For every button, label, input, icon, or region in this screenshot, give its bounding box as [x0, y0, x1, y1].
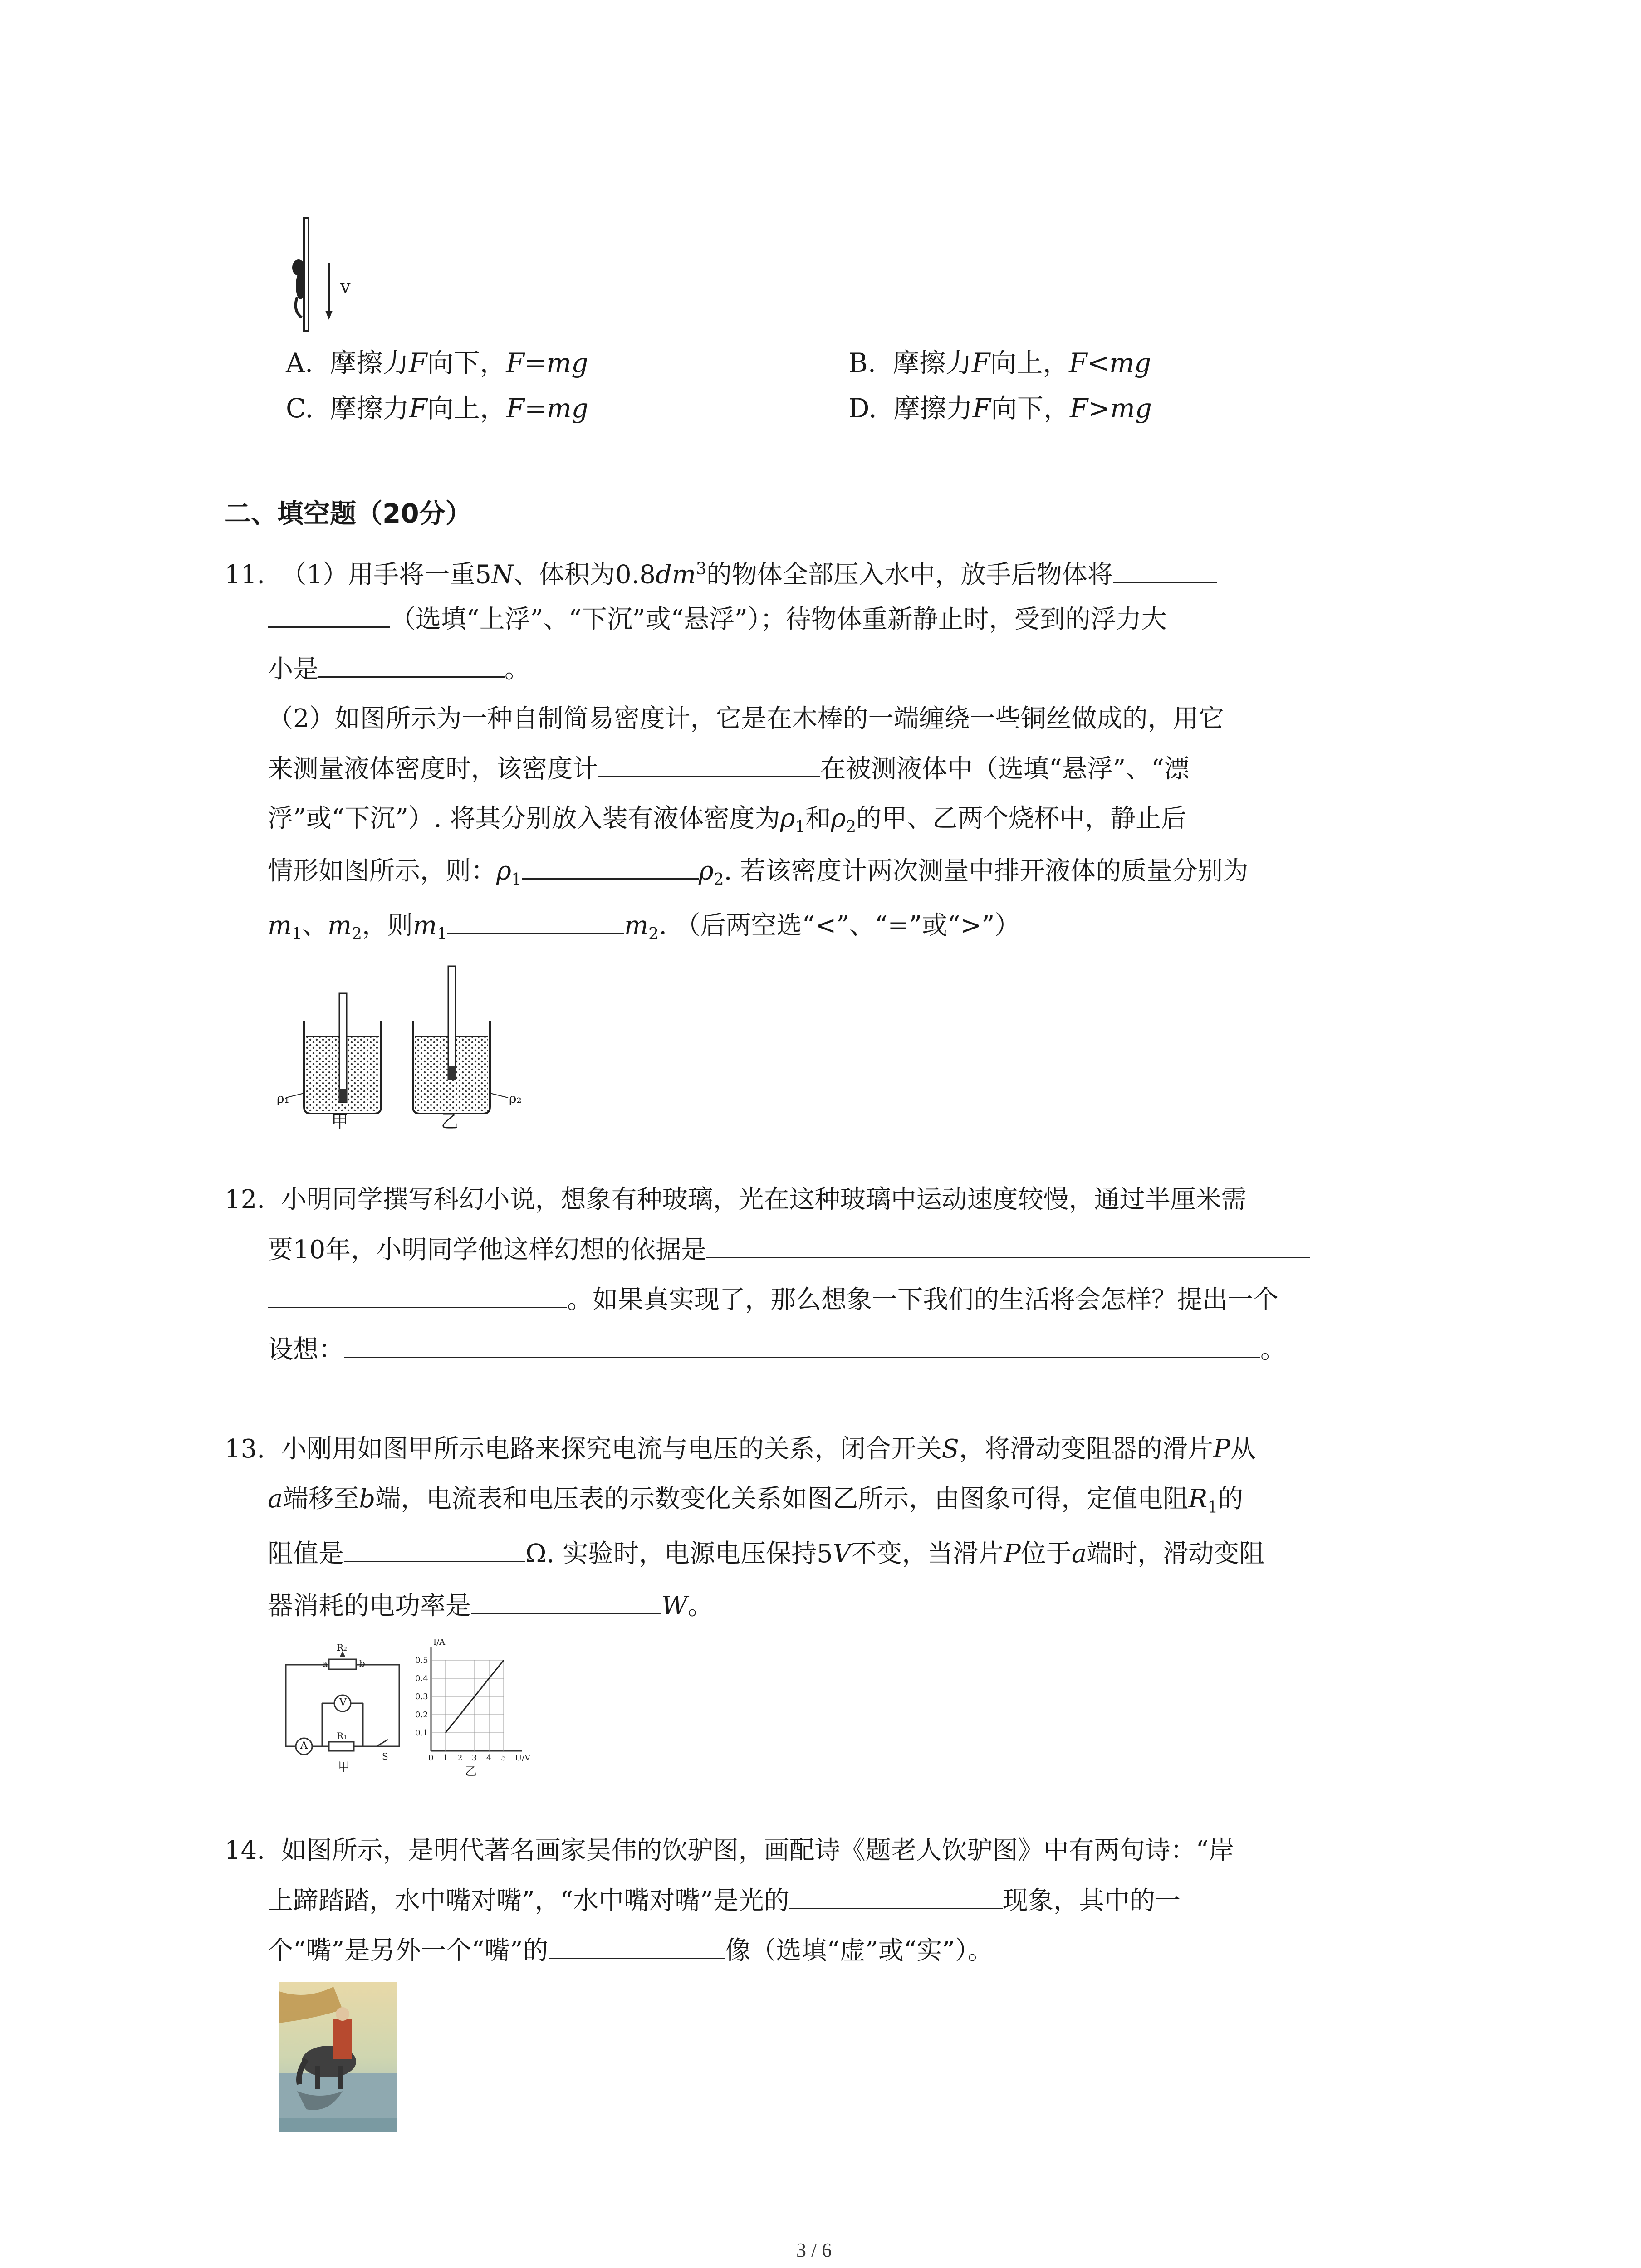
graph-y-tick: 0.2 [415, 1710, 428, 1720]
q12-blank-2[interactable] [344, 1331, 1260, 1358]
q14-line-2: 上蹄踏踏，水中嘴对嘴”，“水中嘴对嘴”是光的 现象，其中的一 [268, 1882, 1181, 1919]
q10-option-d: D. 摩擦力F向下，F>mg [848, 393, 1152, 424]
circuit-label-s: S [382, 1751, 388, 1762]
q13-blank-2[interactable] [471, 1588, 661, 1614]
graph-yi-label: 乙 [465, 1765, 477, 1779]
graph-x-tick: 1 [443, 1753, 448, 1763]
circuit-label-b: b [359, 1658, 365, 1669]
q12-blank-1b[interactable] [268, 1281, 567, 1308]
graph-x-tick: 0 [428, 1753, 434, 1763]
voltmeter-label: V [339, 1697, 347, 1708]
q11-blank-1[interactable] [1113, 557, 1217, 583]
q13-line-3: 阻值是 Ω. 实验时，电源电压保持5V不变，当滑片P位于a端时，滑动变阻 [268, 1535, 1264, 1572]
q11-line-2: （选填“上浮”、“下沉”或“悬浮”）；待物体重新静止时，受到的浮力大 [268, 601, 1167, 638]
q11-line-7: 情形如图所示，则：$\rho_1$ $\rho_2$. 若该密度计两次测量中排开液体的质量分别为 [268, 853, 1248, 898]
q12-line-2: 要10年，小明同学他这样幻想的依据是 [268, 1232, 1310, 1268]
q10-option-c: C. 摩擦力F向上，F=mg [286, 393, 588, 424]
velocity-label: v [340, 277, 351, 298]
q11-blank-3[interactable] [598, 751, 820, 777]
q14-blank-2[interactable] [549, 1932, 725, 1959]
pole-monkey-diagram [277, 213, 358, 336]
q11-line-5: 来测量液体密度时，该密度计 在被测液体中（选填“悬浮”、“漂 [268, 751, 1190, 787]
q11-line-4: （2）如图所示为一种自制简易密度计，它是在木棒的一端缠绕一些铜丝做成的，用它 [268, 704, 1224, 733]
q13-blank-1[interactable] [344, 1535, 525, 1562]
ammeter-label: A [300, 1740, 308, 1751]
q11-line-8: $m_1$、$m_2$，则$m_1$ $m_2$. （后两空选“<”、“=”或“>”） [268, 907, 1020, 953]
q10-figure [277, 213, 358, 336]
q13-figure [277, 1637, 531, 1778]
graph-x-tick: 3 [472, 1753, 477, 1763]
graph-x-tick: 4 [486, 1753, 492, 1763]
q11-line-6: 浮”或“下沉”）. 将其分别放入装有液体密度为$\rho_1$和$\rho_2$的甲、乙两个烧杯中，静止后 [268, 804, 1187, 837]
q11-blank-1b[interactable] [268, 601, 390, 628]
q14-line-1: 14. 如图所示，是明代著名画家吴伟的饮驴图，画配诗《题老人饮驴图》中有两句诗：“岸 [225, 1836, 1234, 1865]
donkey-painting-image [279, 1982, 397, 2132]
q14-blank-1[interactable] [789, 1882, 1003, 1909]
q12-line-3: 。如果真实现了，那么想象一下我们的生活将会怎样？提出一个 [268, 1281, 1279, 1318]
q11-line-1: 11. （1）用手将一重5N、体积为$0.8dm^3$的物体全部压入水中，放手后物体将 [225, 551, 1217, 593]
q14-line-3: 个“嘴”是另外一个“嘴”的 像（选填“虚”或“实”）。 [268, 1932, 993, 1969]
graph-x-tick: 2 [457, 1753, 463, 1763]
q11-blank-5[interactable] [447, 907, 624, 934]
page-number: 3 / 6 [796, 2239, 832, 2261]
graph-x-tick: 5 [501, 1753, 506, 1763]
circuit-jia-label: 甲 [338, 1760, 350, 1774]
beaker-yi-label: 乙 [441, 1112, 459, 1132]
q11-blank-2[interactable] [318, 651, 505, 678]
graph-x-label: U/V [515, 1753, 531, 1763]
q10-option-a: A. 摩擦力F向下，F=mg [286, 347, 588, 378]
q12-blank-1[interactable] [706, 1232, 1310, 1258]
rho2-label: ρ₂ [509, 1091, 522, 1106]
q12-line-4: 设想： 。 [268, 1331, 1286, 1368]
section-heading: 二、填空题（20分） [225, 498, 472, 529]
q12-line-1: 12. 小明同学撰写科幻小说，想象有种玻璃，光在这种玻璃中运动速度较慢，通过半厘米需 [225, 1185, 1247, 1214]
graph-y-tick: 0.4 [415, 1674, 428, 1683]
circuit-diagram [277, 1637, 531, 1778]
rho1-label: ρ₁ [277, 1091, 289, 1106]
graph-y-tick: 0.1 [415, 1728, 428, 1738]
circuit-label-r2: R₂ [337, 1642, 348, 1653]
q11-line-3: 小是 。 [268, 651, 530, 688]
q13-line-4: 器消耗的电功率是 W。 [268, 1588, 713, 1624]
graph-y-label: I/A [433, 1637, 446, 1647]
graph-y-tick: 0.5 [415, 1656, 428, 1665]
graph-y-tick: 0.3 [415, 1692, 428, 1701]
q10-option-b: B. 摩擦力F向上，F<mg [848, 347, 1151, 378]
q13-line-1: 13. 小刚用如图甲所示电路来探究电流与电压的关系，闭合开关S，将滑动变阻器的滑片P从 [225, 1434, 1256, 1464]
q11-blank-4[interactable] [522, 853, 699, 880]
donkey-painting [279, 1982, 397, 2132]
q11-beakers-figure [277, 962, 531, 1132]
q13-line-2: a端移至b端，电流表和电压表的示数变化关系如图乙所示，由图象可得，定值电阻$R_1$的 [268, 1484, 1244, 1517]
circuit-label-a: a [322, 1658, 328, 1669]
circuit-label-r1: R₁ [337, 1730, 348, 1741]
beakers-diagram [277, 962, 531, 1129]
beaker-jia-label: 甲 [331, 1112, 349, 1132]
